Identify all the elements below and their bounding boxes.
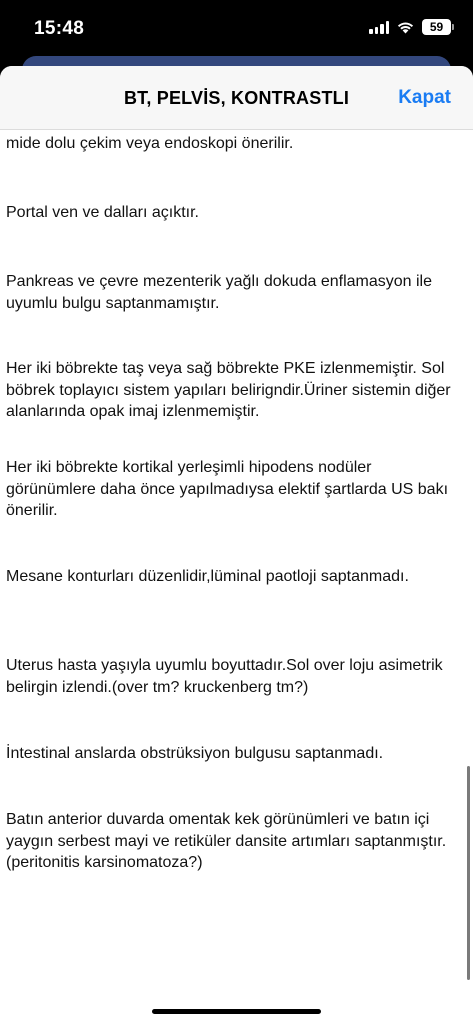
status-icons [369, 19, 451, 35]
scrollbar[interactable] [467, 766, 470, 980]
report-paragraph: İntestinal anslarda obstrüksiyon bulgusu saptanmadı. [6, 745, 384, 762]
report-paragraph: Pankreas ve çevre mezenterik yağlı dokuda enflamasyon ile uyumlu bulgu saptanmamıştır. [6, 273, 432, 312]
report-paragraph: mide dolu çekim veya endoskopi önerilir. [6, 135, 294, 152]
report-content[interactable] [0, 130, 473, 1024]
close-button[interactable]: Kapat [398, 87, 451, 108]
report-paragraph: Her iki böbrekte kortikal yerleşimli hipodens nodüler görünümlere daha önce yapılmadıysa elektif şartlarda US bakı önerilir. [6, 459, 449, 519]
report-paragraph: Her iki böbrekte taş veya sağ böbrekte PKE izlenmemiştir. Sol böbrek toplayıcı sistem yapıları belirigndir.Üriner sistemin diğer alanlarında opak imaj izlenmemiştir. [6, 360, 451, 420]
status-time: 15:48 [34, 18, 85, 39]
sheet-header [0, 66, 473, 130]
report-paragraph: Uterus hasta yaşıyla uyumlu boyuttadır.Sol over loju asimetrik belirgin izlendi.(over tm? kruckenberg tm?) [6, 657, 443, 696]
home-indicator[interactable] [152, 1009, 321, 1014]
report-paragraph: Mesane konturları düzenlidir,lüminal paotloji saptanmadı. [6, 568, 409, 585]
report-sheet [0, 66, 473, 1024]
status-bar [0, 0, 473, 58]
sheet-title: BT, PELVİS, KONTRASTLI [123, 88, 350, 108]
signal-icon [369, 20, 389, 34]
report-paragraph: Portal ven ve dalları açıktır. [6, 204, 199, 221]
battery-icon: 59 [422, 19, 451, 35]
wifi-icon [396, 20, 415, 34]
report-paragraph: Batın anterior duvarda omentak kek görünümleri ve batın içi yaygın serbest mayi ve retiküler dansite artımları saptanmıştır. (peritonitis karsinomatoza?) [6, 811, 447, 871]
